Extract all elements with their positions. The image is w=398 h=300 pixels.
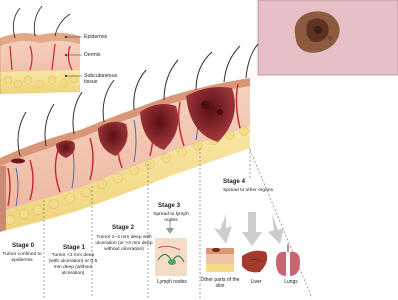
stage-0-title: Stage 0 [12,242,35,249]
liver-illustration [242,251,267,273]
label-subcutaneous-tissue: Subcutaneous tissue [84,73,118,85]
skin-patch-illustration [206,248,234,272]
skin-cross-section [0,6,80,94]
label-other-skin: Other parts of the skin [200,277,240,289]
label-lymph-nodes: Lymph nodes [157,279,187,285]
lymph-nodes-illustration [155,220,187,276]
stage-4-description: Spread to other organs [222,188,274,193]
label-liver: Liver [250,279,262,285]
stage-0-description: Tumor confined to epidermis [2,252,42,263]
stage-4-arrows [214,212,284,246]
stage-2-description: Tumor 1–4 mm deep with ulceration (or >4 mm deep without ulceration) [95,235,153,252]
stage-3-title: Stage 3 [158,202,181,209]
tumor-stage-0 [11,159,25,164]
stage-1-title: Stage 1 [63,244,86,251]
stage-2-title: Stage 2 [112,224,135,231]
stage-1-description: Tumor <1 mm deep (with ulceration) or 0.5 mm deep (without ulceration) [48,253,98,276]
stage-3-description: Spread to lymph nodes [153,212,189,223]
label-lungs: Lungs [284,279,298,285]
stage-4-title: Stage 4 [223,178,246,185]
label-epidermis: Epidermis [84,34,108,40]
dermoscopy-photo [258,0,398,75]
label-dermis: Dermis [84,52,101,58]
lungs-illustration [276,244,300,276]
